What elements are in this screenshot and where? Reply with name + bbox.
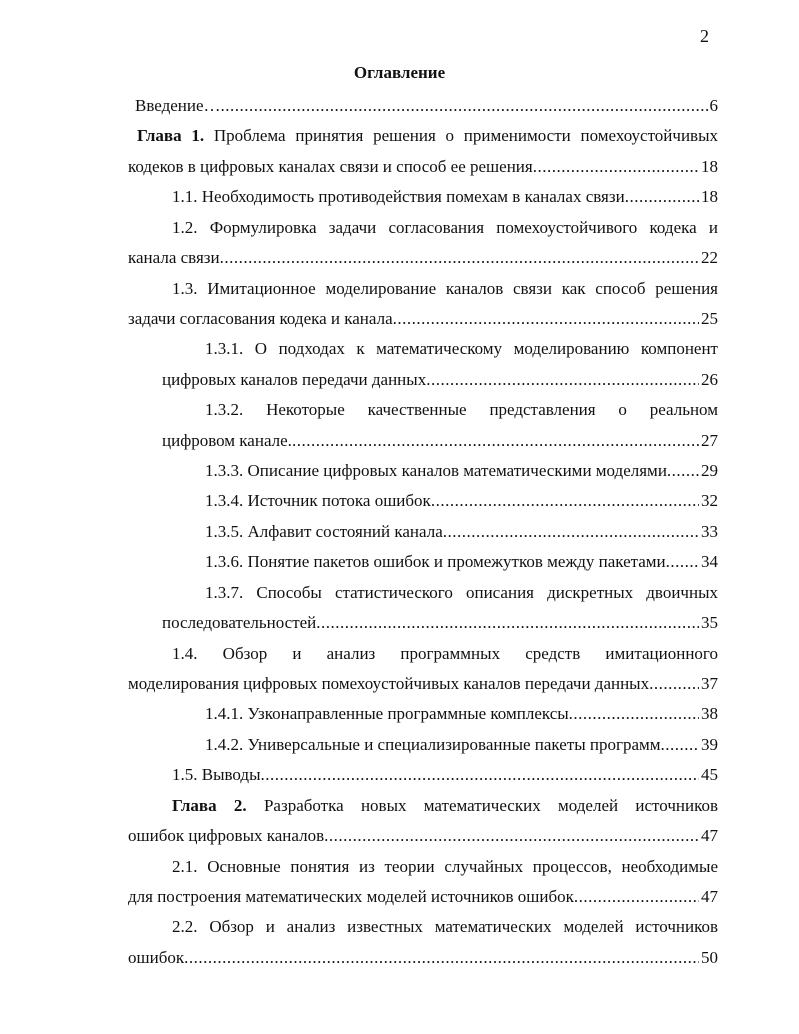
entry-text: Проблема принятия решения о применимости помехоустойчивых	[204, 126, 718, 146]
entry-text: последовательностей	[162, 613, 317, 633]
entry-text: 1.1. Необходимость противодействия помехам в каналах связи	[172, 187, 625, 207]
entry-page: 33	[701, 521, 718, 541]
dot-leader	[221, 91, 708, 121]
entry-text: цифровых каналов передачи данных	[162, 369, 427, 389]
entry-text: канала связи	[128, 248, 220, 268]
dot-leader	[661, 730, 699, 760]
entry-text: 1.4.1. Узконаправленные программные комплексы	[205, 704, 569, 724]
entry-page: 38	[701, 704, 718, 724]
toc-entry-2-2-cont[interactable]	[0, 943, 718, 973]
toc-entry-2-1-cont[interactable]	[0, 882, 718, 912]
entry-text: 1.4.2. Универсальные и специализированные пакеты программ	[205, 734, 661, 754]
entry-text: цифровом канале.	[162, 430, 292, 450]
dot-leader	[443, 517, 699, 547]
entry-page: 32	[701, 491, 718, 511]
entry-text: ошибок цифровых каналов	[128, 826, 325, 846]
dot-leader	[667, 456, 699, 486]
entry-page: 47	[701, 826, 718, 846]
toc-entry-chapter-2-cont[interactable]	[0, 821, 718, 851]
entry-text: кодеков в цифровых каналах связи и способ ее решения	[128, 156, 533, 176]
entry-text: Разработка новых математических моделей источников	[246, 795, 718, 815]
toc-entry-1-4-2[interactable]	[0, 730, 718, 760]
chapter-label: Глава 1.	[137, 126, 205, 146]
toc-entry-1-2-cont[interactable]	[0, 243, 718, 273]
dot-leader	[649, 669, 699, 699]
entry-text: для построения математических моделей источников ошибок	[128, 886, 574, 906]
dot-leader	[220, 243, 699, 273]
dot-leader	[431, 486, 699, 516]
toc-entry-1-3-6[interactable]	[0, 547, 718, 577]
dot-leader	[184, 943, 699, 973]
entry-text: 1.3.3. Описание цифровых каналов математическими моделями	[205, 461, 667, 481]
toc-entry-1-1[interactable]	[0, 182, 718, 212]
entry-page: 47	[701, 886, 718, 906]
table-of-contents	[0, 91, 718, 973]
dot-leader	[625, 182, 699, 212]
dot-leader	[316, 608, 699, 638]
entry-page: 18	[701, 156, 718, 176]
toc-title: Оглавление	[353, 63, 446, 82]
toc-entry-1-4[interactable]	[0, 639, 718, 669]
entry-text: 1.4. Обзор и анализ программных средств имитационного	[172, 643, 718, 663]
entry-text: 1.5. Выводы	[172, 765, 261, 785]
entry-text: моделирования цифровых помехоустойчивых каналов передачи данных	[128, 674, 650, 694]
dot-leader	[569, 699, 699, 729]
toc-entry-2-2[interactable]	[0, 912, 718, 942]
entry-page: 34	[701, 552, 718, 572]
dot-leader	[574, 882, 699, 912]
entry-text: 2.2. Обзор и анализ известных математических моделей источников	[172, 917, 718, 937]
entry-text: Введение…	[135, 96, 221, 115]
entry-text: 1.3. Имитационное моделирование каналов связи как способ решения	[172, 278, 718, 298]
entry-text: 1.3.7. Способы статистического описания дискретных двоичных	[205, 582, 718, 602]
entry-page: 27	[701, 430, 718, 450]
entry-text: 1.2. Формулировка задачи согласования помехоустойчивого кодека и	[172, 217, 718, 237]
dot-leader	[533, 152, 699, 182]
dot-leader	[261, 760, 699, 790]
entry-page: 25	[701, 308, 718, 328]
entry-page: 18	[701, 187, 718, 207]
entry-text: 1.3.1. О подходах к математическому моделированию компонент	[205, 339, 718, 359]
entry-page: 39	[701, 734, 718, 754]
toc-entry-1-3-7-cont[interactable]	[0, 608, 718, 638]
toc-entry-1-3-cont[interactable]	[0, 304, 718, 334]
entry-page: 37	[701, 674, 718, 694]
page-number: 2	[700, 26, 709, 46]
chapter-label: Глава 2.	[172, 795, 247, 815]
entry-text: 2.1. Основные понятия из теории случайных процессов, необходимые	[172, 856, 718, 876]
dot-leader	[666, 547, 699, 577]
entry-text: ошибок	[128, 947, 185, 967]
entry-page: 26	[701, 369, 718, 389]
toc-entry-1-3[interactable]	[0, 274, 718, 304]
toc-entry-1-3-5[interactable]	[0, 517, 718, 547]
toc-entry-1-3-3[interactable]	[0, 456, 718, 486]
toc-entry-1-3-2[interactable]	[0, 395, 718, 425]
entry-page: 45	[701, 765, 718, 785]
toc-entry-chapter-2[interactable]	[0, 791, 718, 821]
toc-entry-1-3-4[interactable]	[0, 486, 718, 516]
dot-leader	[292, 426, 699, 456]
toc-entry-1-3-7[interactable]	[0, 578, 718, 608]
toc-entry-1-3-2-cont[interactable]	[0, 426, 718, 456]
entry-text: 1.3.2. Некоторые качественные представления о реальном	[205, 400, 718, 420]
entry-page: 6	[709, 96, 718, 115]
toc-entry-1-3-1-cont[interactable]	[0, 365, 718, 395]
dot-leader	[393, 304, 699, 334]
entry-page: 50	[701, 947, 718, 967]
dot-leader	[324, 821, 699, 851]
toc-entry-1-4-cont[interactable]	[0, 669, 718, 699]
toc-entry-1-3-1[interactable]	[0, 334, 718, 364]
entry-page: 22	[701, 248, 718, 268]
entry-text: 1.3.5. Алфавит состояний канала	[205, 521, 443, 541]
toc-entry-1-4-1[interactable]	[0, 699, 718, 729]
dot-leader	[426, 365, 699, 395]
toc-entry-chapter-1[interactable]	[0, 121, 718, 151]
toc-entry-chapter-1-cont[interactable]	[0, 152, 718, 182]
entry-page: 35	[701, 613, 718, 633]
entry-text: 1.3.6. Понятие пакетов ошибок и промежутков между пакетами	[205, 552, 666, 572]
toc-entry-2-1[interactable]	[0, 852, 718, 882]
entry-page: 29	[701, 461, 718, 481]
entry-text: 1.3.4. Источник потока ошибок	[205, 491, 431, 511]
toc-entry-1-5[interactable]	[0, 760, 718, 790]
toc-entry-1-2[interactable]	[0, 213, 718, 243]
toc-entry-introduction[interactable]	[0, 91, 718, 121]
entry-text: задачи согласования кодека и канала	[128, 308, 393, 328]
